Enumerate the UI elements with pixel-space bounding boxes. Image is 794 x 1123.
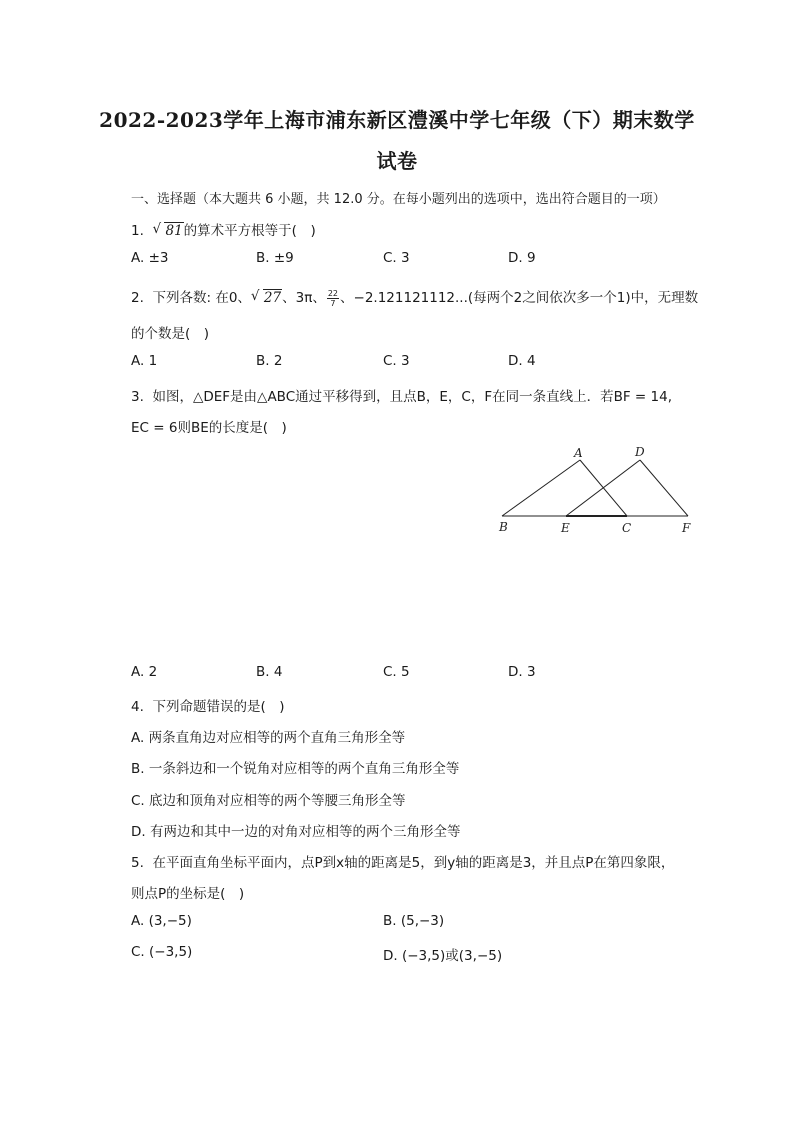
label-b: B (499, 520, 508, 534)
label-d: D (635, 445, 645, 459)
question-number: 4. (131, 699, 144, 715)
option-b: B. 2 (256, 353, 283, 369)
option-c: C. 3 (383, 353, 410, 369)
question-text-b: 、3π、 (282, 290, 326, 306)
exam-title-line1: 2022-2023学年上海市浦东新区澧溪中学七年级（下）期末数学 (99, 108, 695, 132)
option-d: D. 3 (508, 664, 536, 680)
section-heading: 一、选择题（本大题共 6 小题，共 12.0 分。在每小题列出的选项中，选出符合题目的一项） (131, 192, 666, 207)
option-b: B. 一条斜边和一个锐角对应相等的两个直角三角形全等 (131, 761, 460, 777)
label-a: A (574, 446, 583, 460)
option-a: A. 2 (131, 664, 158, 680)
question-text: 下列命题错误的是( ) (152, 699, 285, 715)
option-a: A. 1 (131, 353, 158, 369)
option-a: A. ±3 (131, 250, 169, 266)
segment-df (640, 460, 688, 516)
question-3 (131, 385, 672, 405)
label-e: E (561, 521, 570, 535)
sqrt-expression: √ 81 (152, 221, 183, 239)
segment-ba (502, 460, 580, 516)
option-d: D. 4 (508, 353, 536, 369)
question-5 (131, 851, 674, 871)
question-5-line2: 则点P的坐标是( ) (131, 886, 245, 902)
option-d: D. 9 (508, 250, 536, 266)
option-c: C. (−3,5) (131, 944, 193, 960)
option-c: C. 5 (383, 664, 410, 680)
question-number: 5. (131, 855, 144, 871)
question-text: 如图，△DEF是由△ABC通过平移得到，且点B，E，C，F在同一条直线上．若BF = 14, (152, 389, 672, 405)
question-text: 在平面直角坐标平面内，点P到x轴的距离是5，到y轴的距离是3，并且点P在第四象限， (152, 855, 675, 871)
question-text-a: 下列各数: 在0、 (152, 290, 251, 306)
option-c: C. 底边和顶角对应相等的两个等腰三角形全等 (131, 793, 406, 809)
segment-ed (566, 460, 640, 516)
option-a: A. 两条直角边对应相等的两个直角三角形全等 (131, 730, 406, 746)
label-f: F (682, 521, 691, 535)
option-a: A. (3,−5) (131, 913, 192, 929)
option-d: D. 有两边和其中一边的对角对应相等的两个三角形全等 (131, 824, 461, 840)
radicand: 81 (165, 223, 183, 239)
label-c: C (622, 521, 632, 535)
question-number: 1. (131, 223, 144, 239)
option-c: C. 3 (383, 250, 410, 266)
option-b: B. ±9 (256, 250, 294, 266)
question-2 (131, 286, 698, 308)
sqrt-expression: √ 27 (250, 288, 282, 306)
fraction-denominator: 7 (330, 298, 336, 308)
question-text-c: 、−2.121121112...(每两个2之间依次多一个1)中，无理数 (340, 290, 699, 306)
question-text: 的算术平方根等于( ) (183, 223, 316, 239)
question-1 (131, 219, 316, 239)
radicand: 27 (263, 290, 282, 306)
fraction (327, 289, 339, 308)
question-number: 3. (131, 389, 144, 405)
option-b: B. 4 (256, 664, 283, 680)
question-4 (131, 695, 285, 715)
exam-title-line2: 试卷 (376, 149, 418, 173)
translation-triangle-figure (490, 440, 710, 540)
question-2-line2: 的个数是( ) (131, 326, 210, 342)
option-b: B. (5,−3) (383, 913, 445, 929)
question-3-line2: EC = 6则BE的长度是( ) (131, 420, 287, 436)
fraction-numerator: 22 (327, 288, 339, 298)
option-d: D. (−3,5)或(3,−5) (383, 948, 503, 964)
question-number: 2. (131, 290, 144, 306)
